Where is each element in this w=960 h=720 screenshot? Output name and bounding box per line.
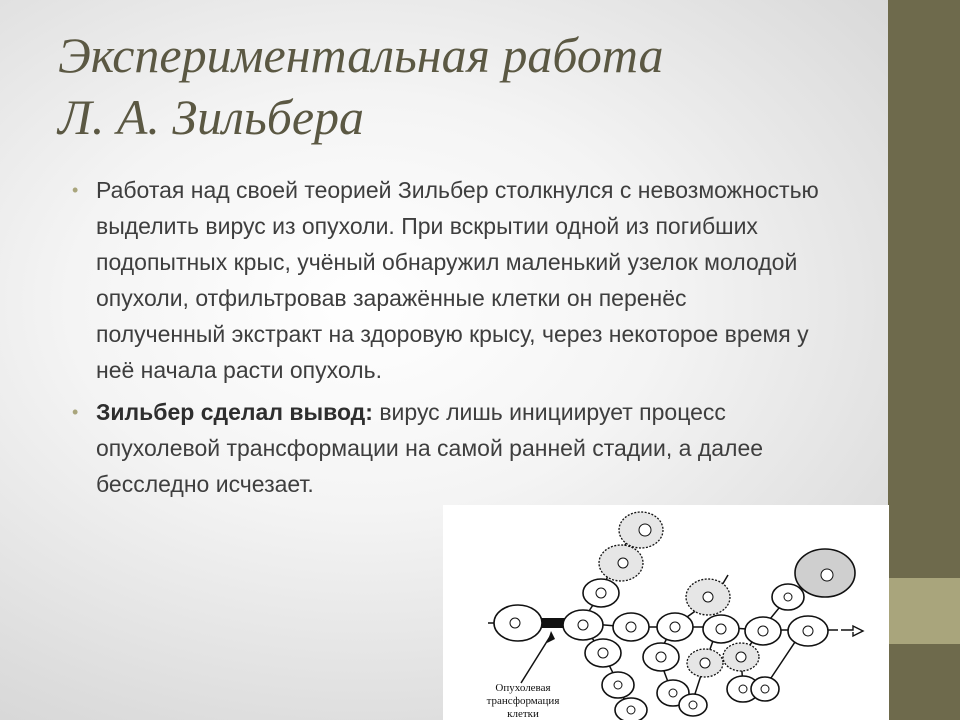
pointer-arrow-line [521,635,551,683]
diagram-label-line-3: клетки [507,708,539,720]
bullet-item-1 [70,172,820,388]
bullet-text-2: вирус лишь инициирует процесс опухолевой трансформации на самой ранней стадии, а далее бесследно исчезает. [96,399,764,497]
diagram-label-line-2: трансформация [486,695,560,707]
accent-band-bottom [888,644,960,720]
pointer-arrow-head-icon [547,631,555,643]
diagram-label-line-1: Опухолевая [495,682,551,694]
bullet-text-1: Работая над своей теорией Зильбер столкнулся с невозможностью выделить вирус из опухоли. При вскрытии одной из погибших подопытных крыс, учёный обнаружил маленький узелок молодой опухоли, отфильтровав заражённые клетки он перенёс полученный экстракт на здоровую крысу, через некоторое время у неё начала расти опухоль. [96,177,819,383]
right-accent-band [888,0,960,720]
slide-content [70,172,820,508]
bullet-dot-icon: • [72,180,79,200]
bullet-bold-lead: Зильбер сделал вывод: [96,399,373,425]
diagram-svg [443,505,889,720]
slide-title-line-1: Экспериментальная работа [58,27,664,83]
outgoing-arrow-icon [841,626,863,636]
bullet-dot-icon: • [72,402,79,422]
cell-transformation-diagram [443,505,889,720]
bullet-item-2 [70,394,820,502]
accent-band-middle [888,578,960,644]
slide-title [58,24,858,148]
accent-band-top [888,0,960,578]
slide-title-line-2: Л. А. Зильбера [58,89,365,145]
